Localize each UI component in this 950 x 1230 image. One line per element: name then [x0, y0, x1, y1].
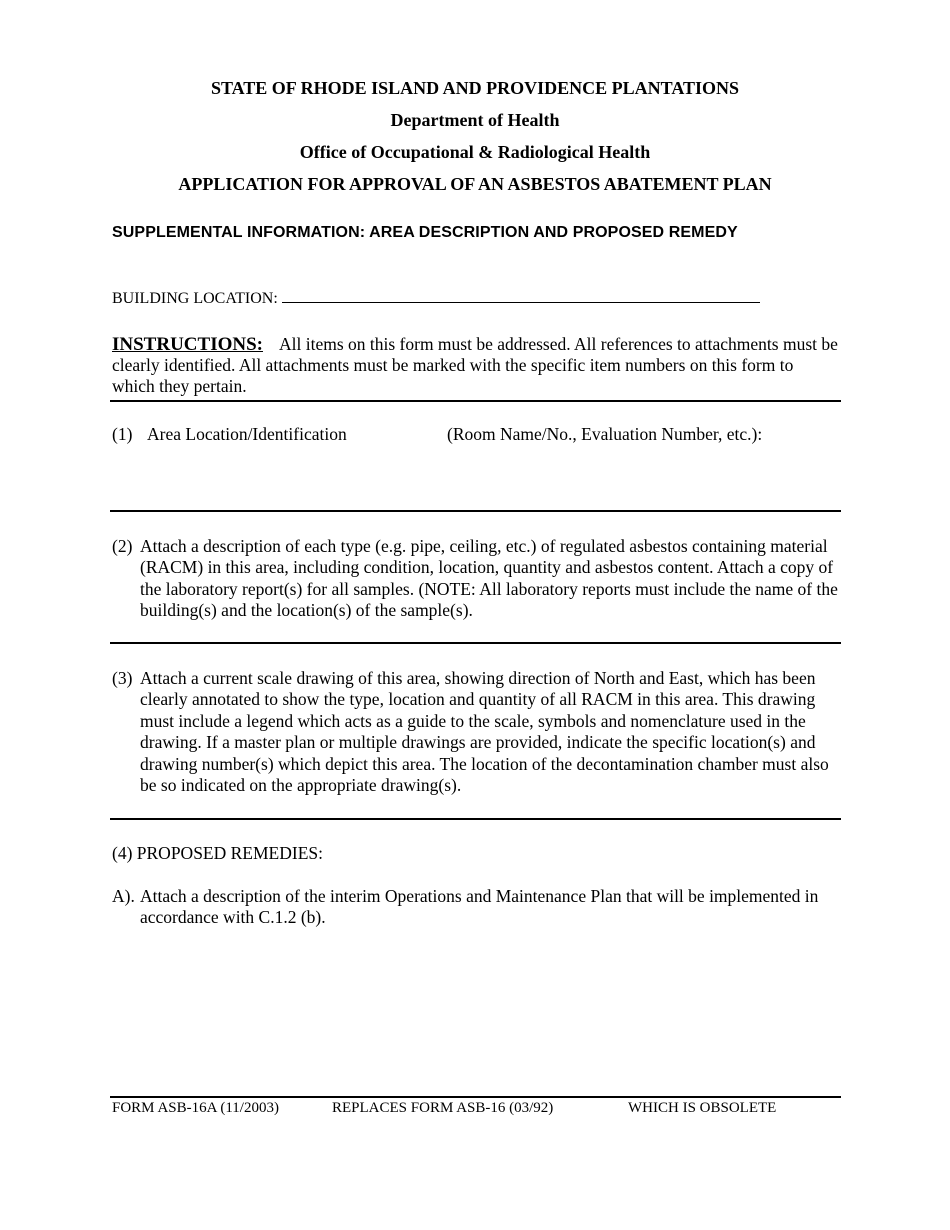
footer-form-number: FORM ASB-16A (11/2003): [112, 1100, 279, 1116]
footer-obsolete: WHICH IS OBSOLETE: [628, 1100, 777, 1116]
item-3-number: (3): [112, 668, 133, 688]
item-3-text: Attach a current scale drawing of this area, showing direction of North and East, which has been clearly annotated to show the type, location and quantity of all RACM in this area. This drawing must include a legend which acts as a guide to the scale, symbols and nomenclature used in the drawing. If a master plan or multiple drawings are provided, indicate the specific location(s) and drawing number(s) which depict this area. The location of the decontamination chamber must also be so indicated on the appropriate drawing(s).: [140, 668, 829, 796]
item-4: [112, 843, 323, 864]
item-1-number: (1): [112, 424, 133, 444]
divider: [110, 818, 841, 820]
item-2-text: Attach a description of each type (e.g. pipe, ceiling, etc.) of regulated asbestos containing material (RACM) in this area, including condition, location, quantity and asbestos content. Attach a copy of the laboratory report(s) for all samples. (NOTE: All laboratory reports must include the name of the building(s) and the location(s) of the sample(s).: [140, 536, 838, 621]
item-a-text: Attach a description of the interim Operations and Maintenance Plan that will be implemented in accordance with C.1.2 (b).: [140, 886, 819, 928]
item-2: [112, 536, 842, 622]
item-4-number: (4): [112, 843, 133, 863]
department-title: Department of Health: [390, 110, 560, 130]
item-1-label: Area Location/Identification: [147, 424, 347, 444]
instructions-text: All items on this form must be addressed. All references to attachments must be clearly identified. All attachments must be marked with the specific item numbers on this form to which they pertain.: [112, 334, 838, 396]
divider: [110, 642, 841, 644]
item-2-number: (2): [112, 536, 133, 556]
item-1-row: [112, 424, 763, 445]
divider: [110, 400, 841, 402]
divider: [110, 510, 841, 512]
item-3: [112, 668, 842, 796]
application-title: APPLICATION FOR APPROVAL OF AN ASBESTOS ABATEMENT PLAN: [178, 174, 772, 194]
footer-divider: [110, 1096, 841, 1098]
item-1-hint: (Room Name/No., Evaluation Number, etc.):: [447, 424, 763, 444]
item-a: [112, 886, 842, 929]
instructions-block: [112, 334, 840, 397]
state-title: STATE OF RHODE ISLAND AND PROVIDENCE PLANTATIONS: [210, 78, 740, 98]
building-location-label: BUILDING LOCATION:: [112, 290, 278, 307]
item-4-label: PROPOSED REMEDIES:: [136, 843, 323, 863]
office-title: Office of Occupational & Radiological Health: [299, 142, 651, 162]
supplemental-heading: SUPPLEMENTAL INFORMATION: AREA DESCRIPTION AND PROPOSED REMEDY: [112, 224, 738, 241]
instructions-label: INSTRUCTIONS:: [112, 334, 263, 355]
item-a-number: A).: [112, 886, 135, 906]
building-location-row: [112, 288, 760, 308]
building-location-field[interactable]: [282, 288, 760, 303]
footer-replaces: REPLACES FORM ASB-16 (03/92): [332, 1100, 554, 1116]
